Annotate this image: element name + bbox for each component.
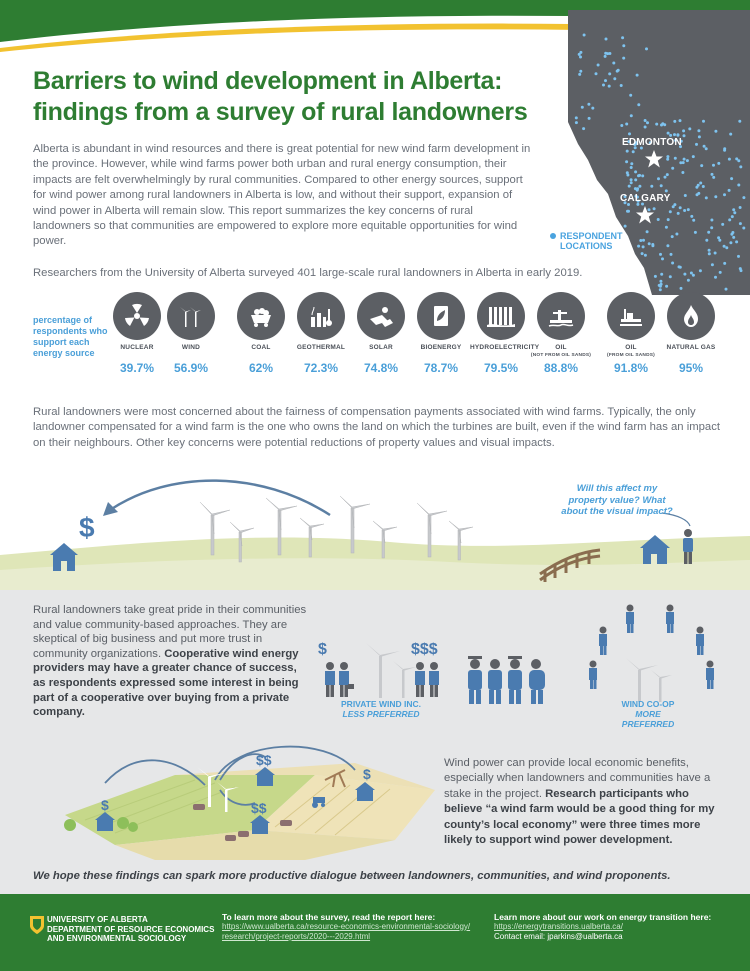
energy-source-hydro [470, 292, 540, 375]
econ-plain-text: Wind power can provide local economic benefits, especially when landowners and communities have a stake in the project. [444, 757, 711, 800]
support-percentage: 74.8% [363, 361, 399, 375]
energy-source-coal [230, 292, 292, 375]
energy-source-natural-gas [660, 292, 722, 375]
private-dollar-icon: $ [318, 641, 327, 658]
edmonton-label: EDMONTON [622, 137, 682, 148]
support-percentage: 62% [248, 361, 274, 375]
support-percentage: 95% [678, 361, 704, 375]
survey-link-line1[interactable]: https://www.ualberta.ca/resource-economics-environmental-sociology/ [222, 922, 471, 931]
oil-icon [537, 292, 585, 340]
energy-name: OIL (NOT FROM OIL SANDS) [530, 344, 592, 358]
ua-line1: UNIVERSITY OF ALBERTA [47, 915, 148, 924]
econ-bold-text: Research participants who believe “a wind farm would be a good thing for my county’s local economy” were three times more likely to support wind power development. [444, 787, 715, 847]
alberta-map [540, 10, 750, 295]
title-line1: Barriers to wind development in Alberta: [33, 67, 503, 95]
energy-name: SOLAR [369, 344, 393, 351]
support-percentage: 79.5% [483, 361, 519, 375]
calgary-star-icon [635, 205, 655, 225]
university-shield-icon [30, 916, 44, 934]
natural-gas-icon [667, 292, 715, 340]
coal-icon [237, 292, 285, 340]
coop-caption [608, 699, 688, 729]
calgary-label: CALGARY [620, 193, 671, 204]
research-paragraph: Researchers from the University of Alberta surveyed 401 large-scale rural landowners in Alberta in early 2019. [33, 267, 583, 279]
survey-heading: To learn more about the survey, read the report here: [222, 912, 436, 922]
survey-link-line2[interactable]: research/project-reports/2020---2029.html [222, 932, 371, 941]
private-wind-caption [326, 699, 436, 719]
energy-source-nuclear [106, 292, 168, 375]
map-legend [560, 231, 623, 251]
farm-dollars-top-icon: $$ [256, 752, 272, 768]
support-percentage: 72.3% [303, 361, 339, 375]
energy-source-wind [160, 292, 222, 375]
contact-email: Contact email: jparkins@ualberta.ca [494, 932, 623, 941]
energy-source-solar [350, 292, 412, 375]
nuclear-icon [113, 292, 161, 340]
energy-subtitle: (NOT FROM OIL SANDS) [530, 353, 592, 358]
energy-source-geothermal [290, 292, 352, 375]
oil-sands-icon [607, 292, 655, 340]
private-sub: LESS PREFERRED [342, 709, 420, 719]
dollar-icon: $ [79, 512, 95, 543]
support-percentage: 91.8% [613, 361, 649, 375]
quote-line2: property value? What [568, 494, 666, 506]
energy-name: WIND [181, 344, 201, 351]
support-percentage: 39.7% [119, 361, 155, 375]
energy-name: HYDROELECTRICITY [470, 344, 540, 351]
support-percentage: 56.9% [173, 361, 209, 375]
quote-line1: Will this affect my [576, 483, 658, 494]
farm-dollar-right-icon: $ [363, 766, 371, 782]
cooperative-paragraph [33, 603, 309, 720]
energy-link[interactable]: https://energytransitions.ualberta.ca/ [494, 922, 623, 931]
property-value-quote [558, 483, 676, 518]
hydro-icon [477, 292, 525, 340]
legend-dot-icon [550, 233, 556, 239]
page-title [33, 66, 533, 128]
energy-name: NUCLEAR [120, 344, 154, 351]
private-dollars-icon: $$$ [411, 641, 438, 658]
energy-heading: Learn more about our work on energy transition here: [494, 912, 712, 922]
ua-line3: AND ENVIRONMENTAL SOCIOLOGY [47, 934, 187, 943]
legend-line1: RESPONDENT [560, 231, 623, 241]
support-percentage: 88.8% [543, 361, 579, 375]
energy-subtitle: (FROM OIL SANDS) [607, 353, 655, 358]
solar-icon [357, 292, 405, 340]
energy-name: COAL [251, 344, 271, 351]
energy-name: OIL (FROM OIL SANDS) [607, 344, 655, 358]
wind-icon [167, 292, 215, 340]
coop-sub: MORE PREFERRED [621, 709, 675, 729]
energy-transition-info [494, 912, 744, 942]
ua-line2: DEPARTMENT OF RESOURCE ECONOMICS [47, 924, 215, 934]
economic-benefits-paragraph [444, 756, 729, 848]
title-line2: findings from a survey of rural landowners [33, 98, 528, 126]
survey-report-info [222, 912, 484, 942]
geothermal-icon [297, 292, 345, 340]
private-label: PRIVATE WIND INC. [341, 699, 421, 709]
energy-source-oil-sands [600, 292, 662, 375]
coop-bold-text: Cooperative wind energy providers may have a greater chance of success, as respondents expressed some interest in being part of a cooperative over buying from a private company. [33, 647, 299, 719]
energy-name: GEOTHERMAL [296, 344, 346, 351]
coop-label: WIND CO-OP [621, 699, 675, 709]
intro-paragraph: Alberta is abundant in wind resources and there is great potential for new wind farm development in the province. However, while wind farms power both urban and rural energy consumption, their impacts are felt overwhelmingly by rural communities. Compared to other energy sources, support for wind power among rural landowners in Alberta is low, and without their support, expansion of wind power in Alberta will remain slow. This report summarizes the key concerns of rural landowners so that communities are empowered to explore more equitable opportunities for wind power. [33, 143, 531, 248]
edmonton-star-icon [644, 149, 664, 169]
energy-source-bioenergy [410, 292, 472, 375]
concerns-paragraph: Rural landowners were most concerned about the fairness of compensation payments associated with wind farms. Typically, the only landowner compensated for a wind farm is the one who owns the land on which the turbines are built, even if the wind farm has an impact on their neighbours. Other key concerns were potential reductions of property values and visual impacts. [33, 406, 720, 449]
energy-name: NATURAL GAS [666, 344, 716, 351]
farm-dollar-left-icon: $ [101, 797, 109, 813]
energy-source-oil [530, 292, 592, 375]
closing-statement: We hope these findings can spark more productive dialogue between landowners, communities, and wind proponents. [33, 870, 671, 882]
support-percentage: 78.7% [423, 361, 459, 375]
legend-line2: LOCATIONS [560, 241, 613, 251]
coop-plain-text: Rural landowners take great pride in their communities and value community-based approaches. They are skeptical of big business and put more trust in community organizations. [33, 604, 307, 660]
quote-line3: about the visual impact? [561, 506, 673, 517]
bioenergy-icon [417, 292, 465, 340]
farm-dollars-bottom-icon: $$ [251, 800, 267, 816]
energy-name: BIOENERGY [420, 344, 462, 351]
university-name [47, 915, 214, 944]
support-label: percentage of respondents who support each energy source [33, 315, 108, 358]
